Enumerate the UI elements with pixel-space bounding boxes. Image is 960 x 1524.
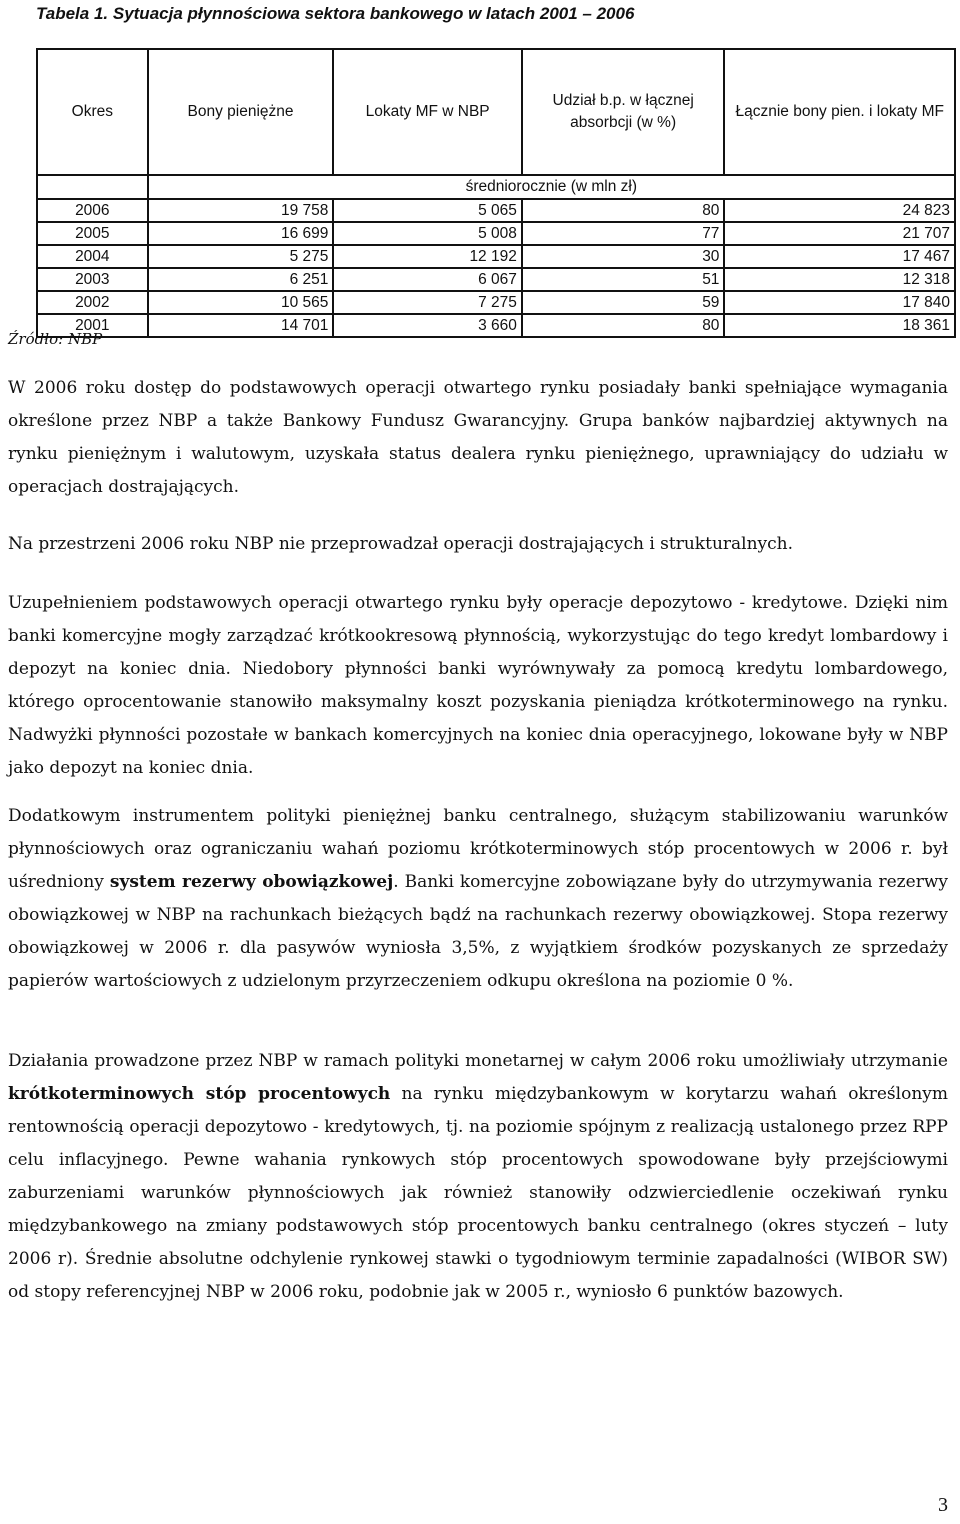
- units-label: średniorocznie (w mln zł): [148, 175, 955, 199]
- cell-udzial: 59: [522, 291, 725, 314]
- table-row: [37, 245, 955, 268]
- cell-lacznie: 24 823: [724, 199, 955, 222]
- cell-udzial: 30: [522, 245, 725, 268]
- cell-year: 2001: [37, 314, 148, 337]
- cell-year: 2003: [37, 268, 148, 291]
- table-row: [37, 199, 955, 222]
- table-header-row: [37, 49, 955, 175]
- paragraph-5-start: Działania prowadzone przez NBP w ramach polityki monetarnej w całym 2006 roku umożliwiały utrzymanie: [8, 1051, 948, 1071]
- cell-udzial: 77: [522, 222, 725, 245]
- cell-lacznie: 17 840: [724, 291, 955, 314]
- cell-lokaty: 7 275: [333, 291, 521, 314]
- cell-lokaty: 3 660: [333, 314, 521, 337]
- cell-lokaty: 12 192: [333, 245, 521, 268]
- column-header-lacznie: Łącznie bony pien. i lokaty MF: [724, 49, 955, 175]
- paragraph-4: [8, 800, 948, 998]
- cell-year: 2006: [37, 199, 148, 222]
- cell-bony: 6 251: [148, 268, 334, 291]
- cell-year: 2005: [37, 222, 148, 245]
- cell-bony: 14 701: [148, 314, 334, 337]
- cell-lokaty: 6 067: [333, 268, 521, 291]
- paragraph-5: [8, 1045, 948, 1309]
- page-number: 3: [938, 1494, 948, 1516]
- cell-udzial: 80: [522, 314, 725, 337]
- units-blank-cell: [37, 175, 148, 199]
- cell-lacznie: 18 361: [724, 314, 955, 337]
- cell-bony: 5 275: [148, 245, 334, 268]
- cell-bony: 19 758: [148, 199, 334, 222]
- column-header-okres: Okres: [37, 49, 148, 175]
- paragraph-2: Na przestrzeni 2006 roku NBP nie przeprowadzał operacji dostrajających i strukturalnych.: [8, 534, 794, 554]
- table-row: [37, 268, 955, 291]
- column-header-udzial: Udział b.p. w łącznej absorbcji (w %): [522, 49, 725, 175]
- column-header-bony: Bony pieniężne: [148, 49, 334, 175]
- cell-udzial: 80: [522, 199, 725, 222]
- paragraph-4-end: . Banki komercyjne zobowiązane były do utrzymywania rezerwy obowiązkowej w NBP na rachunkach bieżących bądź na rachunkach rezerwy obowiązkowej. Stopa rezerwy obowiązkowej w 2006 r. dla pasywów wyniosła 3,5%, z wyjątkiem środków pozyskanych ze sprzedaży papierów wartościowych z udzielonym przyrzeczeniem odkupu określona na poziomie 0 %.: [8, 872, 948, 991]
- cell-year: 2002: [37, 291, 148, 314]
- cell-lacznie: 21 707: [724, 222, 955, 245]
- cell-udzial: 51: [522, 268, 725, 291]
- table-row: [37, 291, 955, 314]
- paragraph-4-start: Dodatkowym instrumentem polityki pieniężnej banku centralnego, służącym stabilizowaniu warunków płynnościowych oraz ograniczaniu wahań poziomu krótkoterminowych stóp procentowych w 2006 r. był uśredniony: [8, 806, 948, 892]
- cell-bony: 10 565: [148, 291, 334, 314]
- paragraph-1: W 2006 roku dostęp do podstawowych operacji otwartego rynku posiadały banki spełniające wymagania określone przez NBP a także Bankowy Fundusz Gwarancyjny. Grupa banków najbardziej aktywnych na rynku pieniężnym i walutowym, uzyskała status dealera rynku pieniężnego, uprawniający do udziału w operacjach dostrajających.: [8, 378, 948, 497]
- paragraph-5-end: na rynku międzybankowym w korytarzu wahań określonym rentownością operacji depozytowo - kredytowych, tj. na poziomie spójnym z realizacją ustalonego przez RPP celu inflacyjnego. Pewne wahania rynkowych stóp procentowych spowodowane były przejściowymi zaburzeniami warunków płynnościowych jak również stanowiły odzwierciedlenie oczekiwań rynku międzybankowego na zmiany podstawowych stóp procentowych banku centralnego (okres styczeń – luty 2006 r). Średnie absolutne odchylenie rynkowej stawki o tygodniowym terminie zapadalności (WIBOR SW) od stopy referencyjnej NBP w 2006 roku, podobnie jak w 2005 r., wyniosło 6 punktów bazowych.: [8, 1084, 948, 1302]
- cell-lokaty: 5 008: [333, 222, 521, 245]
- cell-lacznie: 17 467: [724, 245, 955, 268]
- table-units-row: [37, 175, 955, 199]
- cell-year: 2004: [37, 245, 148, 268]
- cell-lokaty: 5 065: [333, 199, 521, 222]
- paragraph-4-bold: system rezerwy obowiązkowej: [109, 872, 394, 892]
- paragraph-3: Uzupełnieniem podstawowych operacji otwartego rynku były operacje depozytowo - kredytowe. Dzięki nim banki komercyjne mogły zarządzać krótkookresową płynnością, wykorzystując do tego kredyt lombardowy i depozyt na koniec dnia. Niedobory płynności banki wyrównywały za pomocą kredytu lombardowego, którego oprocentowanie stanowiło maksymalny koszt pozyskania pieniądza krótkoterminowego na rynku. Nadwyżki płynności pozostałe w bankach komercyjnych na koniec dnia operacyjnego, lokowane były w NBP jako depozyt na koniec dnia.: [8, 593, 948, 778]
- liquidity-table: [36, 48, 956, 338]
- table-row: [37, 222, 955, 245]
- table-row: [37, 314, 955, 337]
- table-caption: Tabela 1. Sytuacja płynnościowa sektora bankowego w latach 2001 – 2006: [36, 4, 635, 23]
- paragraph-5-bold: krótkoterminowych stóp procentowych: [8, 1084, 391, 1104]
- cell-lacznie: 12 318: [724, 268, 955, 291]
- table-source: Źródło: NBP: [8, 330, 103, 348]
- column-header-lokaty: Lokaty MF w NBP: [333, 49, 521, 175]
- cell-bony: 16 699: [148, 222, 334, 245]
